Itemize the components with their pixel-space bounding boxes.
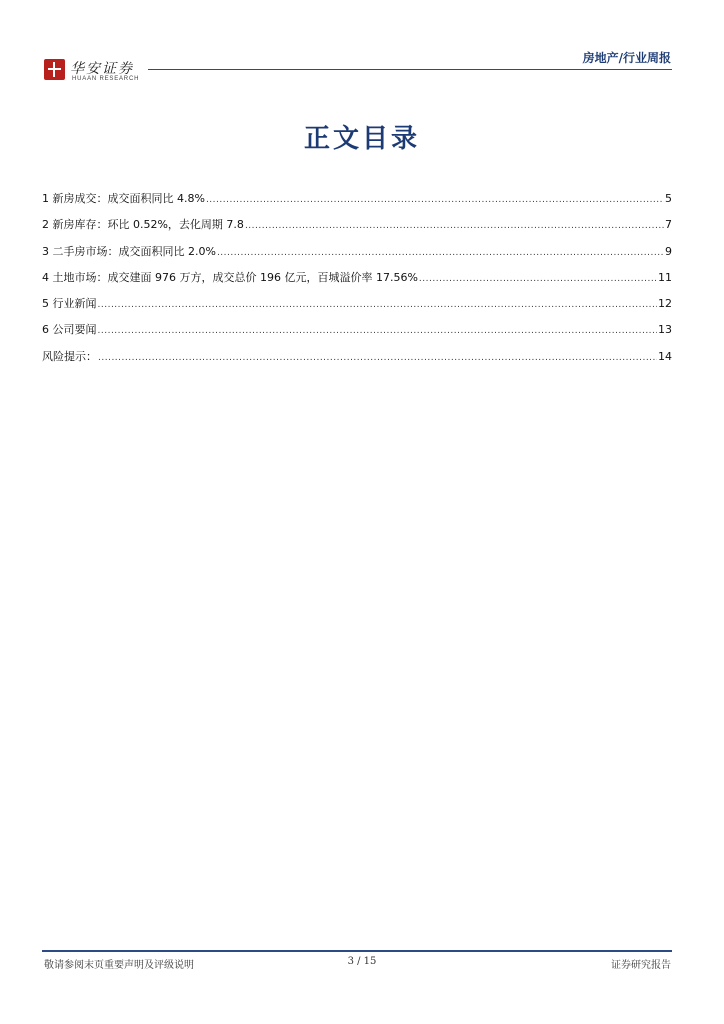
toc-item-page: 5 xyxy=(665,192,672,205)
toc-item-4[interactable] xyxy=(42,269,672,295)
toc-item-page: 7 xyxy=(665,218,672,232)
toc-item-page: 14 xyxy=(658,349,672,363)
toc-leader-dots xyxy=(217,248,664,258)
toc-item-page: 9 xyxy=(665,244,672,258)
toc-item-label: 6 公司要闻 xyxy=(42,323,97,337)
toc-item-page: 13 xyxy=(658,323,672,337)
toc-item-label: 3 二手房市场：成交面积同比 2.0% xyxy=(42,244,216,258)
toc-item-6[interactable] xyxy=(42,321,672,347)
header-divider xyxy=(148,69,672,70)
page-title: 正文目录 xyxy=(303,124,420,154)
toc-item-1[interactable] xyxy=(42,190,672,216)
footer-doc-type: 证券研究报告 xyxy=(611,960,671,971)
toc-item-label: 2 新房库存：环比 0.52%，去化周期 7.8 xyxy=(42,218,244,232)
toc-leader-dots xyxy=(98,300,658,310)
toc-leader-dots xyxy=(98,353,657,363)
toc-leader-dots xyxy=(206,195,664,205)
company-logo-icon xyxy=(44,59,65,80)
report-category: 房地产/行业周报 xyxy=(582,51,671,65)
toc-leader-dots xyxy=(419,274,657,284)
page-number: 3 / 15 xyxy=(347,956,377,967)
toc-item-page: 11 xyxy=(658,270,672,284)
toc-item-5[interactable] xyxy=(42,295,672,321)
toc-item-label: 1 新房成交：成交面积同比 4.8% xyxy=(42,192,205,205)
toc-item-2[interactable] xyxy=(42,216,672,242)
footer-disclaimer: 敬请参阅末页重要声明及评级说明 xyxy=(44,960,194,971)
toc-item-7[interactable] xyxy=(42,348,672,374)
toc-item-label: 风险提示： xyxy=(42,349,97,363)
footer-divider xyxy=(42,950,672,952)
toc-item-page: 12 xyxy=(658,297,672,311)
toc-item-label: 5 行业新闻 xyxy=(42,297,97,311)
table-of-contents xyxy=(42,190,672,374)
toc-leader-dots xyxy=(98,326,658,336)
toc-leader-dots xyxy=(245,221,664,231)
toc-item-3[interactable] xyxy=(42,243,672,269)
logo-english-name: HUAAN RESEARCH xyxy=(72,76,140,82)
logo-chinese-name: 华安证券 xyxy=(70,61,134,77)
toc-item-label: 4 土地市场：成交建面 976 万方，成交总价 196 亿元，百城溢价率 17.56% xyxy=(42,270,418,284)
